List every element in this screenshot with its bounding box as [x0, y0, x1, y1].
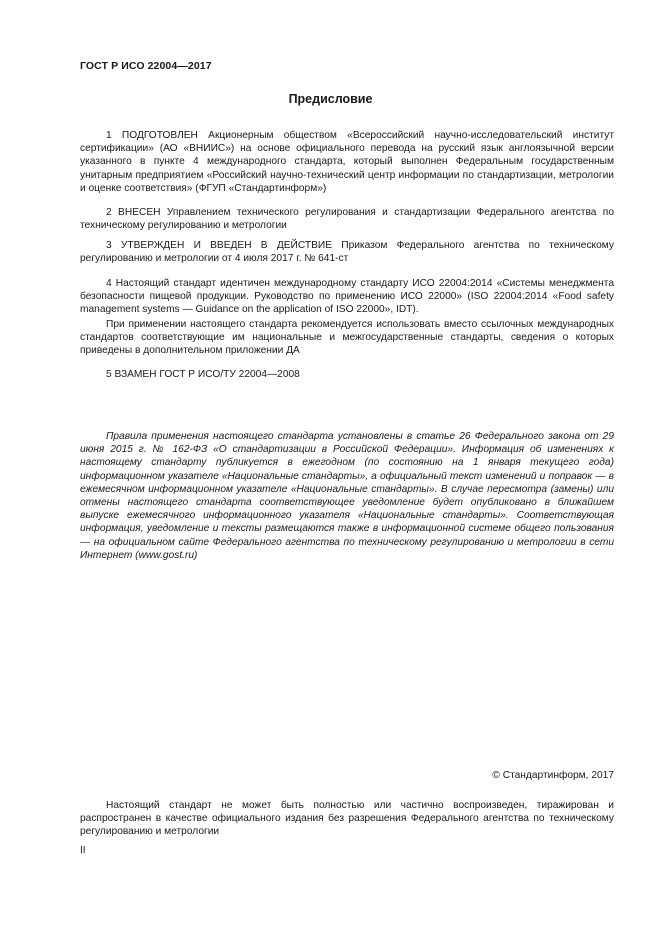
- section-3-approved: 3 УТВЕРЖДЕН И ВВЕДЕН В ДЕЙСТВИЕ Приказом Федерального агентства по техническому регулированию и метрологии от 4 июля 2017 г. № 641-ст: [80, 240, 614, 265]
- section-1-prepared: 1 ПОДГОТОВЛЕН Акционерным обществом «Всероссийский научно-исследовательский институт сертификации» (АО «ВНИИС») на основе официального перевода на русский язык англоязычной версии указанного в пункте 4 международного стандарта, который выполнен Федеральным государственным унитарным предприятием «Российский научно-технический центр информации по стандартизации, метрологии и оценке соответствия» (ФГУП «Стандартинформ»): [80, 130, 614, 194]
- section-5-replaces: 5 ВЗАМЕН ГОСТ Р ИСО/ТУ 22004—2008: [106, 369, 300, 380]
- section-2-introduced: 2 ВНЕСЕН Управлением технического регулирования и стандартизации Федерального агентства по техническому регулированию и метрологии: [80, 207, 614, 232]
- page-title: Предисловие: [288, 92, 373, 106]
- section-4-identity: 4 Настоящий стандарт идентичен международному стандарту ИСО 22004:2014 «Системы менеджмента безопасности пищевой продукции. Руководство по применению ИСО 22000» (ISO 22004:2014 «Food safety management systems — Guidance on the application of ISO 22000», IDT).: [80, 278, 614, 316]
- application-rules-notice: Правила применения настоящего стандарта установлены в статье 26 Федерального закона от 29 июня 2015 г. № 162-ФЗ «О стандартизации в Российской Федерации». Информация об изменениях к настоящему стандарту публикуется в ежегодном (по состоянию на 1 января текущего года) информационном указателе «Национальные стандарты», а официальный текст изменений и поправок — в ежемесячном информационном указателе «Национальные стандарты». В случае пересмотра (замены) или отмены настоящего стандарта соответствующее уведомление будет опубликовано в ближайшем выпуске ежемесячного информационного указателя «Национальные стандарты». Соответствующая информация, уведомление и тексты размещаются также в информационной системе общего пользования — на официальном сайте Федерального агентства по техническому регулированию и метрологии в сети Интернет (www.gost.ru): [80, 431, 614, 561]
- page-number: II: [80, 845, 86, 856]
- section-4-note: При применении настоящего стандарта рекомендуется использовать вместо ссылочных международных стандартов соответствующие им национальные и межгосударственные стандарты, сведения о которых приведены в дополнительном приложении ДА: [80, 319, 614, 357]
- reproduction-rights: Настоящий стандарт не может быть полностью или частично воспроизведен, тиражирован и распространен в качестве официального издания без разрешения Федерального агентства по техническому регулированию и метрологии: [80, 800, 614, 838]
- document-code: ГОСТ Р ИСО 22004—2017: [80, 60, 212, 72]
- copyright: © Стандартинформ, 2017: [492, 770, 614, 781]
